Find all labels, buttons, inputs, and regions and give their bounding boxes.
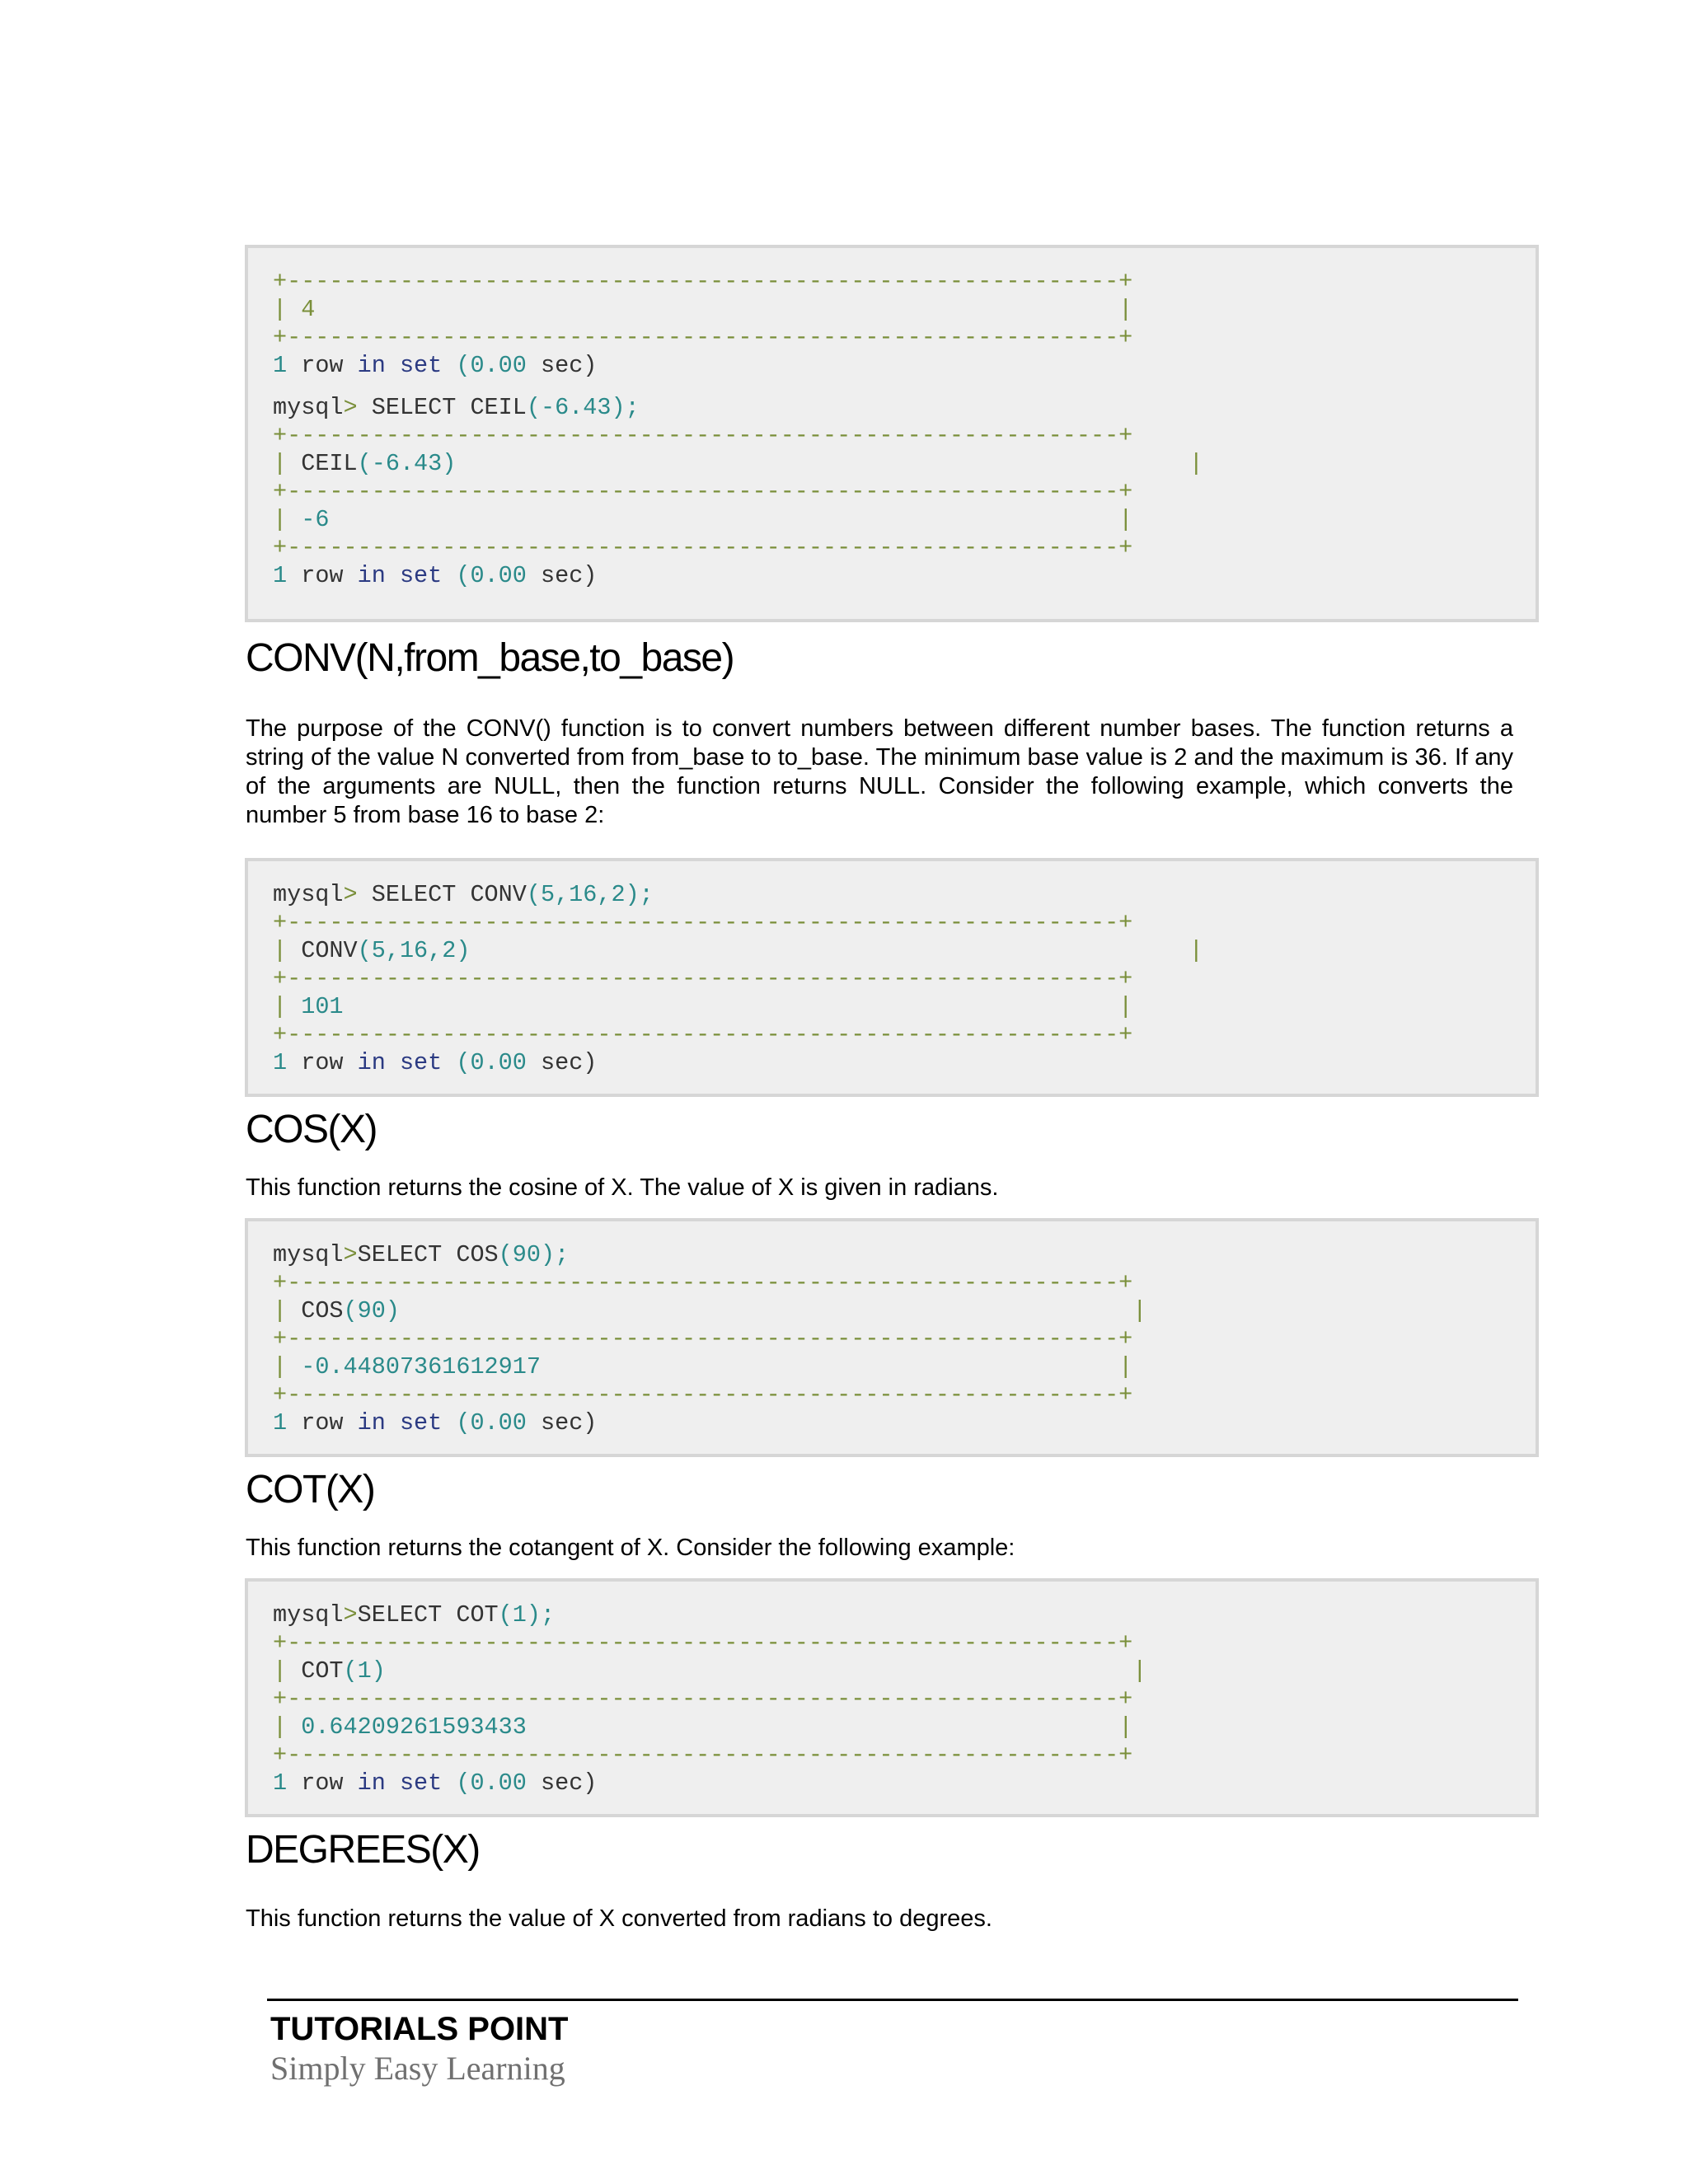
sql-query: mysql> SELECT CEIL(-6.43); xyxy=(273,394,640,421)
footer-brand: TUTORIALS POINT xyxy=(270,2011,569,2047)
footer-divider xyxy=(267,1999,1518,2001)
header-row: | CEIL(-6.43) | xyxy=(273,450,1203,477)
table-border: +-----------------------------------------------------------+ xyxy=(273,1325,1133,1352)
sql-query: mysql>SELECT COS(90); xyxy=(273,1241,570,1268)
table-border: +-----------------------------------------------------------+ xyxy=(273,1381,1133,1408)
cos-heading: COS(X) xyxy=(246,1108,377,1151)
result-footer: 1 row in set (0.00 sec) xyxy=(273,352,598,379)
result-footer: 1 row in set (0.00 sec) xyxy=(273,1409,598,1436)
result-footer: 1 row in set (0.00 sec) xyxy=(273,1769,598,1797)
ceil-code-block xyxy=(245,245,1539,622)
result-row: | 4 | xyxy=(273,296,1133,323)
table-border: +-----------------------------------------------------------+ xyxy=(273,422,1133,449)
footer-tagline: Simply Easy Learning xyxy=(270,2050,565,2087)
sql-query: mysql> SELECT CONV(5,16,2); xyxy=(273,881,654,908)
value-row: | 101 | xyxy=(273,993,1133,1020)
table-border: +-----------------------------------------------------------+ xyxy=(273,1741,1133,1769)
table-border: +-----------------------------------------------------------+ xyxy=(273,1269,1133,1296)
conv-heading: CONV(N,from_base,to_base) xyxy=(246,636,734,680)
sql-query: mysql>SELECT COT(1); xyxy=(273,1601,556,1629)
table-border: +-----------------------------------------------------------+ xyxy=(273,324,1133,351)
table-border: +-----------------------------------------------------------+ xyxy=(273,1629,1133,1657)
cot-heading: COT(X) xyxy=(246,1468,375,1511)
header-row: | COT(1) | xyxy=(273,1657,1147,1685)
cos-code-block xyxy=(245,1218,1539,1457)
degrees-description: This function returns the value of X converted from radians to degrees. xyxy=(246,1905,992,1932)
cot-description: This function returns the cotangent of X. Consider the following example: xyxy=(246,1535,1015,1561)
table-border: +-----------------------------------------------------------+ xyxy=(273,1685,1133,1713)
result-footer: 1 row in set (0.00 sec) xyxy=(273,1049,598,1076)
header-row: | CONV(5,16,2) | xyxy=(273,937,1203,964)
value-row: | -0.44807361612917 | xyxy=(273,1353,1133,1380)
value-row: | -6 | xyxy=(273,506,1133,533)
result-footer: 1 row in set (0.00 sec) xyxy=(273,562,598,589)
header-row: | COS(90) | xyxy=(273,1297,1147,1324)
degrees-heading: DEGREES(X) xyxy=(246,1828,480,1872)
value-row: | 0.64209261593433 | xyxy=(273,1713,1133,1741)
table-border: +-----------------------------------------------------------+ xyxy=(273,909,1133,936)
cot-code-block xyxy=(245,1578,1539,1817)
cos-description: This function returns the cosine of X. The value of X is given in radians. xyxy=(246,1174,999,1201)
table-border: +-----------------------------------------------------------+ xyxy=(273,268,1133,295)
table-border: +-----------------------------------------------------------+ xyxy=(273,478,1133,505)
conv-code-block xyxy=(245,858,1539,1097)
conv-description: The purpose of the CONV() function is to convert numbers between different number bases. The function returns a string of the value N converted from from_base to to_base. The minimum base value is 2 and the maximum is 36. If any of the arguments are NULL, then the function returns NULL. Consider the following example, which converts the number 5 from base 16 to base 2: xyxy=(246,715,1513,828)
table-border: +-----------------------------------------------------------+ xyxy=(273,534,1133,561)
table-border: +-----------------------------------------------------------+ xyxy=(273,1021,1133,1048)
table-border: +-----------------------------------------------------------+ xyxy=(273,965,1133,992)
